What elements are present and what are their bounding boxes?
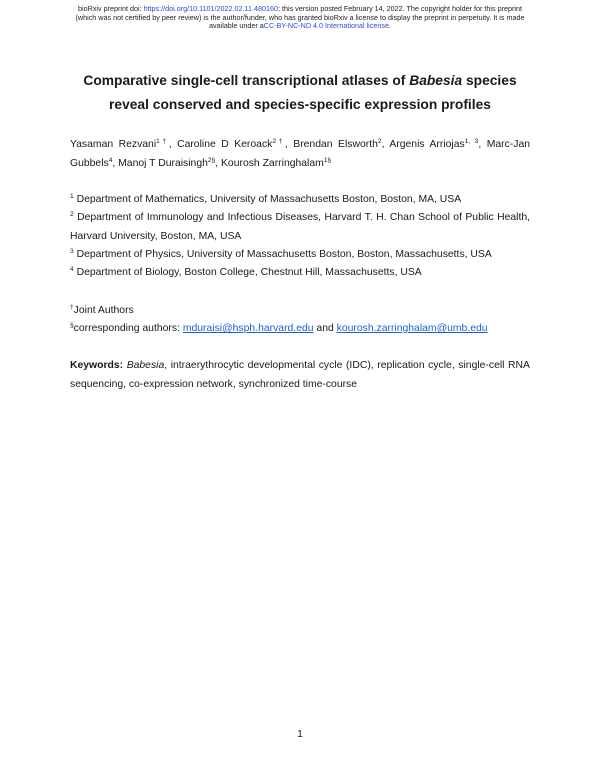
author: Kourosh Zarringhalam$^{1\S}$ bbox=[221, 157, 332, 169]
email-link-duraisingh[interactable]: mduraisi@hsph.harvard.edu bbox=[182, 323, 314, 334]
title-line-1: Comparative single-cell transcriptional atlases of Babesia species bbox=[83, 73, 517, 88]
author: Yasaman Rezvani$^{1\dagger}$, bbox=[70, 138, 178, 150]
header-line-1: bioRxiv preprint doi: https://doi.org/10.1101/2022.02.11.480160; this version posted February 14, 2022. The copyright holder for this preprint bbox=[78, 4, 522, 13]
author: Argenis Arriojas$^{1, 3}$, bbox=[389, 138, 487, 150]
keywords-label: Keywords: bbox=[70, 360, 124, 371]
author: Caroline D Keroack$^{2\dagger}$, bbox=[177, 138, 294, 150]
author: Manoj T Duraisingh$^{2\S}$, bbox=[118, 157, 221, 169]
header-line-2: (which was not certified by peer review) is the author/funder, who has granted bioRxiv a license to display the preprint in perpetuity. It is made bbox=[75, 12, 525, 22]
paper-title bbox=[40, 69, 560, 117]
affiliation-1: $^1$ Department of Mathematics, University of Massachusetts Boston, Boston, MA, USA bbox=[70, 193, 462, 205]
corresponding-authors-note: §corresponding authors: mduraisi@hsph.harvard.edu and kourosh.zarringhalam@umb.edu bbox=[70, 322, 488, 334]
keywords: Keywords: Babesia, intraerythrocytic developmental cycle (IDC), replication cycle, single-cell RNA sequencing, co-expression network, synchronized time-course bbox=[70, 360, 530, 390]
email-link-zarringhalam[interactable]: kourosh.zarringhalam@umb.edu bbox=[336, 323, 488, 334]
title-genus: Babesia bbox=[409, 73, 463, 88]
affiliation-2: $^2$ Department of Immunology and Infectious Diseases, Harvard T. H. Chan School of Public Health, Harvard University, Boston, MA, USA bbox=[70, 211, 531, 242]
joint-authors-note: †Joint Authors bbox=[70, 304, 134, 316]
title-line-2: reveal conserved and species-specific expression profiles bbox=[109, 97, 491, 112]
license-link[interactable]: CC-BY-NC-ND 4.0 International license bbox=[263, 21, 389, 31]
affiliation-4: $^4$ Department of Biology, Boston College, Chestnut Hill, Massachusetts, USA bbox=[70, 266, 422, 278]
header-line-3: available under aCC-BY-NC-ND 4.0 International license. bbox=[209, 21, 391, 31]
page-number: 1 bbox=[297, 729, 303, 740]
affiliation-3: $^3$ Department of Physics, University of Massachusetts Boston, Boston, Massachusetts, USA bbox=[70, 248, 492, 260]
preprint-header bbox=[36, 5, 564, 31]
author-list bbox=[70, 135, 530, 173]
doi-link[interactable]: https://doi.org/10.1101/2022.02.11.480160 bbox=[143, 4, 278, 13]
author: Marc-Jan Gubbels$^4$, bbox=[70, 139, 531, 169]
author: Brendan Elsworth$^2$, bbox=[293, 138, 390, 150]
